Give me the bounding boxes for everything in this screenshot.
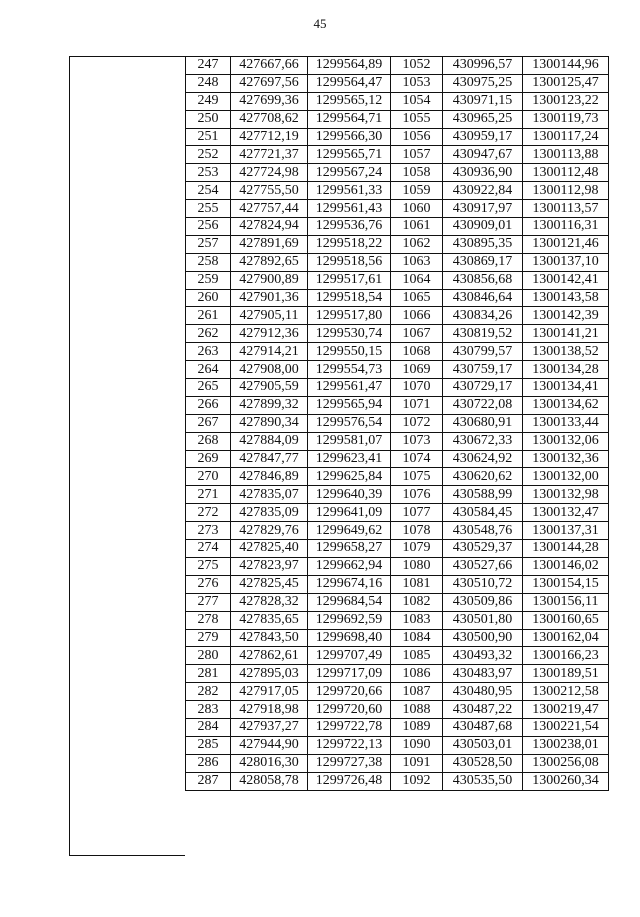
table-row — [186, 647, 609, 665]
x-coordinate-cell: 427824,94 — [231, 218, 308, 236]
y-coordinate-cell: 1300137,31 — [523, 522, 609, 540]
point-number-cell: 1072 — [391, 414, 443, 432]
x-coordinate-cell: 427905,59 — [231, 379, 308, 397]
point-number-cell: 259 — [186, 271, 231, 289]
x-coordinate-cell: 430535,50 — [443, 772, 523, 790]
table-row — [186, 164, 609, 182]
table-row — [186, 361, 609, 379]
y-coordinate-cell: 1299576,54 — [308, 414, 391, 432]
point-number-cell: 1071 — [391, 396, 443, 414]
point-number-cell: 284 — [186, 718, 231, 736]
y-coordinate-cell: 1299640,39 — [308, 486, 391, 504]
y-coordinate-cell: 1299720,60 — [308, 701, 391, 719]
table-row — [186, 92, 609, 110]
x-coordinate-cell: 427825,40 — [231, 540, 308, 558]
x-coordinate-cell: 430917,97 — [443, 200, 523, 218]
x-coordinate-cell: 427823,97 — [231, 557, 308, 575]
y-coordinate-cell: 1299692,59 — [308, 611, 391, 629]
y-coordinate-cell: 1299662,94 — [308, 557, 391, 575]
x-coordinate-cell: 428058,78 — [231, 772, 308, 790]
point-number-cell: 1084 — [391, 629, 443, 647]
x-coordinate-cell: 430510,72 — [443, 575, 523, 593]
x-coordinate-cell: 427892,65 — [231, 253, 308, 271]
x-coordinate-cell: 427884,09 — [231, 432, 308, 450]
point-number-cell: 280 — [186, 647, 231, 665]
point-number-cell: 1079 — [391, 540, 443, 558]
point-number-cell: 1056 — [391, 128, 443, 146]
y-coordinate-cell: 1300116,31 — [523, 218, 609, 236]
y-coordinate-cell: 1300132,47 — [523, 504, 609, 522]
y-coordinate-cell: 1299722,78 — [308, 718, 391, 736]
y-coordinate-cell: 1299554,73 — [308, 361, 391, 379]
x-coordinate-cell: 427912,36 — [231, 325, 308, 343]
point-number-cell: 1059 — [391, 182, 443, 200]
point-number-cell: 252 — [186, 146, 231, 164]
y-coordinate-cell: 1299726,48 — [308, 772, 391, 790]
y-coordinate-cell: 1299565,12 — [308, 92, 391, 110]
x-coordinate-cell: 427828,32 — [231, 593, 308, 611]
y-coordinate-cell: 1299550,15 — [308, 343, 391, 361]
x-coordinate-cell: 430500,90 — [443, 629, 523, 647]
y-coordinate-cell: 1299517,61 — [308, 271, 391, 289]
x-coordinate-cell: 430509,86 — [443, 593, 523, 611]
table-row — [186, 575, 609, 593]
y-coordinate-cell: 1299561,33 — [308, 182, 391, 200]
x-coordinate-cell: 427890,34 — [231, 414, 308, 432]
point-number-cell: 261 — [186, 307, 231, 325]
x-coordinate-cell: 430729,17 — [443, 379, 523, 397]
table-row — [186, 665, 609, 683]
point-number-cell: 1087 — [391, 683, 443, 701]
point-number-cell: 1057 — [391, 146, 443, 164]
y-coordinate-cell: 1299518,54 — [308, 289, 391, 307]
table-row — [186, 235, 609, 253]
x-coordinate-cell: 427908,00 — [231, 361, 308, 379]
x-coordinate-cell: 427835,07 — [231, 486, 308, 504]
table-row — [186, 271, 609, 289]
point-number-cell: 1065 — [391, 289, 443, 307]
table-row — [186, 486, 609, 504]
coordinates-table-body — [186, 57, 609, 791]
y-coordinate-cell: 1299564,89 — [308, 57, 391, 75]
point-number-cell: 251 — [186, 128, 231, 146]
table-row — [186, 379, 609, 397]
x-coordinate-cell: 430503,01 — [443, 736, 523, 754]
point-number-cell: 1091 — [391, 754, 443, 772]
x-coordinate-cell: 430480,95 — [443, 683, 523, 701]
x-coordinate-cell: 430483,97 — [443, 665, 523, 683]
x-coordinate-cell: 430588,99 — [443, 486, 523, 504]
y-coordinate-cell: 1300260,34 — [523, 772, 609, 790]
point-number-cell: 1055 — [391, 110, 443, 128]
x-coordinate-cell: 427944,90 — [231, 736, 308, 754]
x-coordinate-cell: 430869,17 — [443, 253, 523, 271]
y-coordinate-cell: 1300142,41 — [523, 271, 609, 289]
x-coordinate-cell: 430672,33 — [443, 432, 523, 450]
point-number-cell: 1069 — [391, 361, 443, 379]
point-number-cell: 1085 — [391, 647, 443, 665]
table-row — [186, 253, 609, 271]
point-number-cell: 1077 — [391, 504, 443, 522]
table-row — [186, 325, 609, 343]
point-number-cell: 1064 — [391, 271, 443, 289]
point-number-cell: 1074 — [391, 450, 443, 468]
x-coordinate-cell: 430922,84 — [443, 182, 523, 200]
table-row — [186, 200, 609, 218]
x-coordinate-cell: 430528,50 — [443, 754, 523, 772]
point-number-cell: 260 — [186, 289, 231, 307]
y-coordinate-cell: 1300212,58 — [523, 683, 609, 701]
x-coordinate-cell: 430895,35 — [443, 235, 523, 253]
x-coordinate-cell: 427917,05 — [231, 683, 308, 701]
point-number-cell: 1053 — [391, 74, 443, 92]
table-row — [186, 522, 609, 540]
table-row — [186, 218, 609, 236]
table-row — [186, 736, 609, 754]
point-number-cell: 275 — [186, 557, 231, 575]
point-number-cell: 282 — [186, 683, 231, 701]
table-row — [186, 432, 609, 450]
y-coordinate-cell: 1300119,73 — [523, 110, 609, 128]
x-coordinate-cell: 427755,50 — [231, 182, 308, 200]
y-coordinate-cell: 1300132,98 — [523, 486, 609, 504]
point-number-cell: 274 — [186, 540, 231, 558]
y-coordinate-cell: 1299518,22 — [308, 235, 391, 253]
table-row — [186, 718, 609, 736]
x-coordinate-cell: 427835,65 — [231, 611, 308, 629]
x-coordinate-cell: 427757,44 — [231, 200, 308, 218]
point-number-cell: 1066 — [391, 307, 443, 325]
x-coordinate-cell: 430722,08 — [443, 396, 523, 414]
point-number-cell: 1054 — [391, 92, 443, 110]
table-row — [186, 540, 609, 558]
x-coordinate-cell: 430856,68 — [443, 271, 523, 289]
table-row — [186, 557, 609, 575]
table-row — [186, 110, 609, 128]
y-coordinate-cell: 1299674,16 — [308, 575, 391, 593]
point-number-cell: 287 — [186, 772, 231, 790]
y-coordinate-cell: 1299623,41 — [308, 450, 391, 468]
table-row — [186, 182, 609, 200]
table-row — [186, 593, 609, 611]
x-coordinate-cell: 427829,76 — [231, 522, 308, 540]
table-row — [186, 414, 609, 432]
point-number-cell: 276 — [186, 575, 231, 593]
x-coordinate-cell: 427905,11 — [231, 307, 308, 325]
y-coordinate-cell: 1300160,65 — [523, 611, 609, 629]
x-coordinate-cell: 427712,19 — [231, 128, 308, 146]
point-number-cell: 283 — [186, 701, 231, 719]
y-coordinate-cell: 1300154,15 — [523, 575, 609, 593]
x-coordinate-cell: 430846,64 — [443, 289, 523, 307]
y-coordinate-cell: 1299561,47 — [308, 379, 391, 397]
y-coordinate-cell: 1299561,43 — [308, 200, 391, 218]
x-coordinate-cell: 430487,68 — [443, 718, 523, 736]
y-coordinate-cell: 1299707,49 — [308, 647, 391, 665]
point-number-cell: 273 — [186, 522, 231, 540]
point-number-cell: 1062 — [391, 235, 443, 253]
table-row — [186, 772, 609, 790]
table-row — [186, 289, 609, 307]
y-coordinate-cell: 1299517,80 — [308, 307, 391, 325]
y-coordinate-cell: 1300113,88 — [523, 146, 609, 164]
x-coordinate-cell: 430620,62 — [443, 468, 523, 486]
y-coordinate-cell: 1300138,52 — [523, 343, 609, 361]
point-number-cell: 247 — [186, 57, 231, 75]
table-row — [186, 754, 609, 772]
x-coordinate-cell: 430975,25 — [443, 74, 523, 92]
y-coordinate-cell: 1299649,62 — [308, 522, 391, 540]
x-coordinate-cell: 427901,36 — [231, 289, 308, 307]
x-coordinate-cell: 430819,52 — [443, 325, 523, 343]
table-row — [186, 128, 609, 146]
table-row — [186, 74, 609, 92]
point-number-cell: 264 — [186, 361, 231, 379]
y-coordinate-cell: 1300112,98 — [523, 182, 609, 200]
x-coordinate-cell: 430680,91 — [443, 414, 523, 432]
y-coordinate-cell: 1300166,23 — [523, 647, 609, 665]
table-row — [186, 504, 609, 522]
point-number-cell: 1088 — [391, 701, 443, 719]
y-coordinate-cell: 1299518,56 — [308, 253, 391, 271]
y-coordinate-cell: 1300132,06 — [523, 432, 609, 450]
point-number-cell: 1052 — [391, 57, 443, 75]
table-row — [186, 611, 609, 629]
y-coordinate-cell: 1299536,76 — [308, 218, 391, 236]
y-coordinate-cell: 1300256,08 — [523, 754, 609, 772]
y-coordinate-cell: 1300112,48 — [523, 164, 609, 182]
point-number-cell: 1089 — [391, 718, 443, 736]
x-coordinate-cell: 427708,62 — [231, 110, 308, 128]
y-coordinate-cell: 1299684,54 — [308, 593, 391, 611]
point-number-cell: 269 — [186, 450, 231, 468]
point-number-cell: 1080 — [391, 557, 443, 575]
y-coordinate-cell: 1299658,27 — [308, 540, 391, 558]
point-number-cell: 1092 — [391, 772, 443, 790]
y-coordinate-cell: 1300141,21 — [523, 325, 609, 343]
point-number-cell: 266 — [186, 396, 231, 414]
y-coordinate-cell: 1300137,10 — [523, 253, 609, 271]
y-coordinate-cell: 1300143,58 — [523, 289, 609, 307]
point-number-cell: 250 — [186, 110, 231, 128]
x-coordinate-cell: 427667,66 — [231, 57, 308, 75]
x-coordinate-cell: 427835,09 — [231, 504, 308, 522]
x-coordinate-cell: 430959,17 — [443, 128, 523, 146]
point-number-cell: 1060 — [391, 200, 443, 218]
y-coordinate-cell: 1300221,54 — [523, 718, 609, 736]
x-coordinate-cell: 427847,77 — [231, 450, 308, 468]
y-coordinate-cell: 1299566,30 — [308, 128, 391, 146]
table-row — [186, 450, 609, 468]
point-number-cell: 257 — [186, 235, 231, 253]
x-coordinate-cell: 427846,89 — [231, 468, 308, 486]
y-coordinate-cell: 1300144,28 — [523, 540, 609, 558]
x-coordinate-cell: 430947,67 — [443, 146, 523, 164]
point-number-cell: 286 — [186, 754, 231, 772]
x-coordinate-cell: 427825,45 — [231, 575, 308, 593]
y-coordinate-cell: 1300117,24 — [523, 128, 609, 146]
x-coordinate-cell: 430527,66 — [443, 557, 523, 575]
x-coordinate-cell: 427899,32 — [231, 396, 308, 414]
point-number-cell: 281 — [186, 665, 231, 683]
point-number-cell: 267 — [186, 414, 231, 432]
point-number-cell: 285 — [186, 736, 231, 754]
x-coordinate-cell: 430529,37 — [443, 540, 523, 558]
x-coordinate-cell: 427937,27 — [231, 718, 308, 736]
x-coordinate-cell: 430996,57 — [443, 57, 523, 75]
y-coordinate-cell: 1300134,28 — [523, 361, 609, 379]
x-coordinate-cell: 430759,17 — [443, 361, 523, 379]
point-number-cell: 1058 — [391, 164, 443, 182]
y-coordinate-cell: 1300125,47 — [523, 74, 609, 92]
x-coordinate-cell: 427697,56 — [231, 74, 308, 92]
y-coordinate-cell: 1299625,84 — [308, 468, 391, 486]
x-coordinate-cell: 430501,80 — [443, 611, 523, 629]
point-number-cell: 1067 — [391, 325, 443, 343]
x-coordinate-cell: 427724,98 — [231, 164, 308, 182]
table-row — [186, 57, 609, 75]
x-coordinate-cell: 427862,61 — [231, 647, 308, 665]
y-coordinate-cell: 1299565,71 — [308, 146, 391, 164]
y-coordinate-cell: 1299720,66 — [308, 683, 391, 701]
point-number-cell: 253 — [186, 164, 231, 182]
point-number-cell: 265 — [186, 379, 231, 397]
point-number-cell: 1083 — [391, 611, 443, 629]
y-coordinate-cell: 1299564,47 — [308, 74, 391, 92]
point-number-cell: 1082 — [391, 593, 443, 611]
point-number-cell: 249 — [186, 92, 231, 110]
y-coordinate-cell: 1300144,96 — [523, 57, 609, 75]
point-number-cell: 268 — [186, 432, 231, 450]
point-number-cell: 1061 — [391, 218, 443, 236]
point-number-cell: 1090 — [391, 736, 443, 754]
x-coordinate-cell: 430834,26 — [443, 307, 523, 325]
point-number-cell: 254 — [186, 182, 231, 200]
y-coordinate-cell: 1300238,01 — [523, 736, 609, 754]
point-number-cell: 1073 — [391, 432, 443, 450]
y-coordinate-cell: 1300121,46 — [523, 235, 609, 253]
x-coordinate-cell: 427843,50 — [231, 629, 308, 647]
table-row — [186, 146, 609, 164]
y-coordinate-cell: 1300162,04 — [523, 629, 609, 647]
point-number-cell: 1076 — [391, 486, 443, 504]
table-row — [186, 683, 609, 701]
point-number-cell: 255 — [186, 200, 231, 218]
y-coordinate-cell: 1300134,41 — [523, 379, 609, 397]
y-coordinate-cell: 1300132,36 — [523, 450, 609, 468]
x-coordinate-cell: 430971,15 — [443, 92, 523, 110]
y-coordinate-cell: 1300142,39 — [523, 307, 609, 325]
y-coordinate-cell: 1299698,40 — [308, 629, 391, 647]
y-coordinate-cell: 1299564,71 — [308, 110, 391, 128]
point-number-cell: 1063 — [391, 253, 443, 271]
y-coordinate-cell: 1300156,11 — [523, 593, 609, 611]
x-coordinate-cell: 430965,25 — [443, 110, 523, 128]
x-coordinate-cell: 427900,89 — [231, 271, 308, 289]
table-row — [186, 468, 609, 486]
point-number-cell: 262 — [186, 325, 231, 343]
x-coordinate-cell: 427895,03 — [231, 665, 308, 683]
y-coordinate-cell: 1300146,02 — [523, 557, 609, 575]
y-coordinate-cell: 1299530,74 — [308, 325, 391, 343]
y-coordinate-cell: 1300132,00 — [523, 468, 609, 486]
point-number-cell: 1078 — [391, 522, 443, 540]
x-coordinate-cell: 430493,32 — [443, 647, 523, 665]
point-number-cell: 270 — [186, 468, 231, 486]
point-number-cell: 1081 — [391, 575, 443, 593]
left-merged-cell — [69, 56, 185, 856]
point-number-cell: 278 — [186, 611, 231, 629]
table-row — [186, 396, 609, 414]
table-row — [186, 343, 609, 361]
x-coordinate-cell: 430624,92 — [443, 450, 523, 468]
y-coordinate-cell: 1299727,38 — [308, 754, 391, 772]
point-number-cell: 256 — [186, 218, 231, 236]
x-coordinate-cell: 430548,76 — [443, 522, 523, 540]
table-row — [186, 629, 609, 647]
y-coordinate-cell: 1300113,57 — [523, 200, 609, 218]
x-coordinate-cell: 430909,01 — [443, 218, 523, 236]
x-coordinate-cell: 427891,69 — [231, 235, 308, 253]
x-coordinate-cell: 430487,22 — [443, 701, 523, 719]
point-number-cell: 277 — [186, 593, 231, 611]
table-row — [186, 701, 609, 719]
y-coordinate-cell: 1299565,94 — [308, 396, 391, 414]
x-coordinate-cell: 427699,36 — [231, 92, 308, 110]
point-number-cell: 1086 — [391, 665, 443, 683]
y-coordinate-cell: 1299717,09 — [308, 665, 391, 683]
y-coordinate-cell: 1300123,22 — [523, 92, 609, 110]
point-number-cell: 272 — [186, 504, 231, 522]
point-number-cell: 271 — [186, 486, 231, 504]
point-number-cell: 1075 — [391, 468, 443, 486]
point-number-cell: 1070 — [391, 379, 443, 397]
page-number: 45 — [313, 16, 327, 31]
table-row — [186, 307, 609, 325]
coordinates-table — [185, 56, 609, 791]
point-number-cell: 248 — [186, 74, 231, 92]
point-number-cell: 258 — [186, 253, 231, 271]
x-coordinate-cell: 427721,37 — [231, 146, 308, 164]
point-number-cell: 1068 — [391, 343, 443, 361]
x-coordinate-cell: 427914,21 — [231, 343, 308, 361]
y-coordinate-cell: 1300219,47 — [523, 701, 609, 719]
y-coordinate-cell: 1299641,09 — [308, 504, 391, 522]
x-coordinate-cell: 430799,57 — [443, 343, 523, 361]
y-coordinate-cell: 1300133,44 — [523, 414, 609, 432]
point-number-cell: 279 — [186, 629, 231, 647]
y-coordinate-cell: 1300189,51 — [523, 665, 609, 683]
y-coordinate-cell: 1300134,62 — [523, 396, 609, 414]
x-coordinate-cell: 430584,45 — [443, 504, 523, 522]
point-number-cell: 263 — [186, 343, 231, 361]
x-coordinate-cell: 428016,30 — [231, 754, 308, 772]
y-coordinate-cell: 1299581,07 — [308, 432, 391, 450]
x-coordinate-cell: 430936,90 — [443, 164, 523, 182]
x-coordinate-cell: 427918,98 — [231, 701, 308, 719]
y-coordinate-cell: 1299722,13 — [308, 736, 391, 754]
y-coordinate-cell: 1299567,24 — [308, 164, 391, 182]
